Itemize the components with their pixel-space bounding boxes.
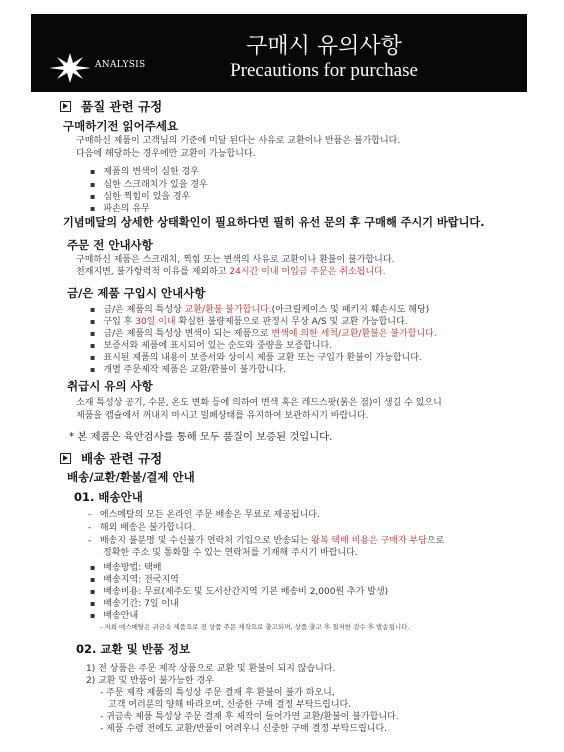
gold-bullet-6: ▪ 개별 주문제작 제품은 교환/환불이 불가합니다. — [90, 362, 286, 375]
exchange-line: 1) 전 상품은 주문 제작 상품으로 교환 및 환불이 되지 않습니다. — [86, 664, 336, 674]
page-title-english: Precautions for purchase — [230, 60, 418, 81]
read-bullet: ▪ 파손의 유무 — [90, 201, 150, 214]
order-line-1: 구매하신 제품은 스크래치, 찍힘 또는 변색의 사유로 교환이나 환불이 불가합니다. — [76, 255, 395, 265]
gold-bullet-2: ▪ 구입 후 30일 이내 확실한 불량제품으로 판정시 무상 A/S 및 교환 가능합니다. — [90, 314, 408, 327]
gold-bullet-3: ▪ 금/은 제품의 특성상 변색이 되는 제품으로 변색에 의한 세척/교환/환불은 불가합니다. — [90, 326, 437, 339]
delivery-dash-3-cont: 정확한 주소 및 통화할 수 있는 연락처를 기재해 주시기 바랍니다. — [103, 548, 358, 558]
read-line-1: 구매하신 제품이 고객님의 기준에 미달 된다는 사유로 교환이나 반품은 불가합니다. — [76, 136, 401, 146]
exchange-line: 2) 교환 및 반품이 불가능한 경우 — [86, 676, 214, 686]
inspection-note: * 본 제품은 육안검사를 통해 모두 품질이 보증된 것입니다. — [69, 431, 333, 443]
delivery-bullet: ▪ 배송안내 — [90, 608, 138, 621]
arrow-icon — [60, 101, 71, 112]
section-shipping-title: 배송 관련 규정 — [81, 451, 163, 466]
exchange-return-title: 02. 교환 및 반품 정보 — [76, 642, 191, 656]
read-line-2: 다음에 해당하는 경우에만 교환이 가능합니다. — [76, 149, 256, 159]
header-banner — [31, 14, 527, 92]
delivery-small-note: - 저희 에스메탈은 귀금속 제품으로 전 상품 주문 제작으로 출고되며, 상품 출고 후 철저한 검수 후 발송됩니다. — [100, 623, 410, 631]
read-bullet: ▪ 제품의 변색이 심한 경우 — [90, 164, 199, 177]
read-before-title: 구매하기전 읽어주세요 — [63, 119, 179, 133]
handling-title: 취급시 유의 사항 — [67, 379, 153, 393]
gold-bullet-1: ▪ 금/은 제품의 특성상 교환/환불 불가합니다.(아크릴케이스 및 패키지 훼손시도 해당) — [90, 302, 429, 315]
handling-line-2: 제품을 캡슐에서 꺼내지 마시고 밀폐상태를 유지하여 보관하시기 바랍니다. — [76, 411, 369, 421]
read-bullet: ▪ 심한 찍힘이 있을 경우 — [90, 189, 190, 202]
delivery-bullet: ▪ 배송지역: 전국지역 — [90, 572, 179, 585]
delivery-bullet: ▪ 배송방법: 택배 — [90, 560, 161, 573]
gold-bullet-4: ▪ 보증서와 제품에 표시되어 있는 순도와 중량을 보증합니다. — [90, 338, 332, 351]
section-quality-heading — [60, 97, 162, 115]
exchange-line: - 귀금속 제품 특성상 주문 결재 후 제작이 들어가면 교환/환불이 불가합니다. — [100, 712, 399, 722]
delivery-dash-2: - 해외 배송은 불가합니다. — [88, 523, 196, 533]
exchange-line: - 제품 수령 전에도 교환/반품이 어려우니 신중한 구매 결정 부탁드립니다. — [100, 724, 388, 734]
exchange-line: 고객 여러분의 양해 바라오며, 신중한 구매 결정 부탁드립니다. — [108, 700, 352, 710]
page-title-korean: 구매시 유의사항 — [246, 34, 402, 59]
delivery-guide-title: 01. 배송안내 — [74, 490, 143, 504]
gold-silver-title: 금/은 제품 구입시 안내사항 — [67, 286, 206, 300]
handling-line-1: 소재 특성상 공기, 수분, 온도 변화 등에 의하여 변색 혹은 레드스팟(붉은 점)이 생길 수 있으니 — [76, 398, 442, 408]
section-quality-title: 품질 관련 규정 — [81, 99, 163, 114]
delivery-dash-3: - 배송지 불분명 및 수신불가 연락처 기입으로 반송되는 왕복 택배 비용은 구매자 부담으로 — [88, 536, 445, 546]
phone-inquiry-notice: 기념메달의 상세한 상태확인이 필요하다면 필히 유선 문의 후 구매해 주시기 바랍니다. — [63, 216, 485, 229]
section-shipping-heading — [60, 449, 162, 467]
order-line-2: 천재지변, 불가항력적 이유를 제외하고 24시간 이내 미입금 주문은 취소됩니다. — [76, 267, 386, 277]
shipping-info-title: 배송/교환/환불/결제 안내 — [67, 470, 195, 484]
exchange-line: - 주문 제작 제품의 특성상 주문 결재 후 환불이 불가 하오니, — [100, 688, 335, 698]
order-notice-title: 주문 전 안내사항 — [67, 238, 153, 252]
arrow-icon — [60, 453, 71, 464]
delivery-bullet: ▪ 배송기간: 7일 이내 — [90, 596, 179, 609]
delivery-bullet: ▪ 배송비용: 무료(제주도 및 도서산간지역 기본 배송비 2,000원 추가 발생) — [90, 584, 388, 597]
logo-text: ANALYSIS — [95, 60, 146, 70]
read-bullet: ▪ 심한 스크래치가 있을 경우 — [90, 177, 208, 190]
delivery-dash-1: - 에스메탈의 모든 온라인 주문 배송은 무료로 제공됩니다. — [88, 510, 320, 520]
gold-bullet-5: ▪ 표시된 제품의 내용이 보증서와 상이시 제품 교환 또는 구입가 환불이 가능합니다. — [90, 350, 422, 363]
